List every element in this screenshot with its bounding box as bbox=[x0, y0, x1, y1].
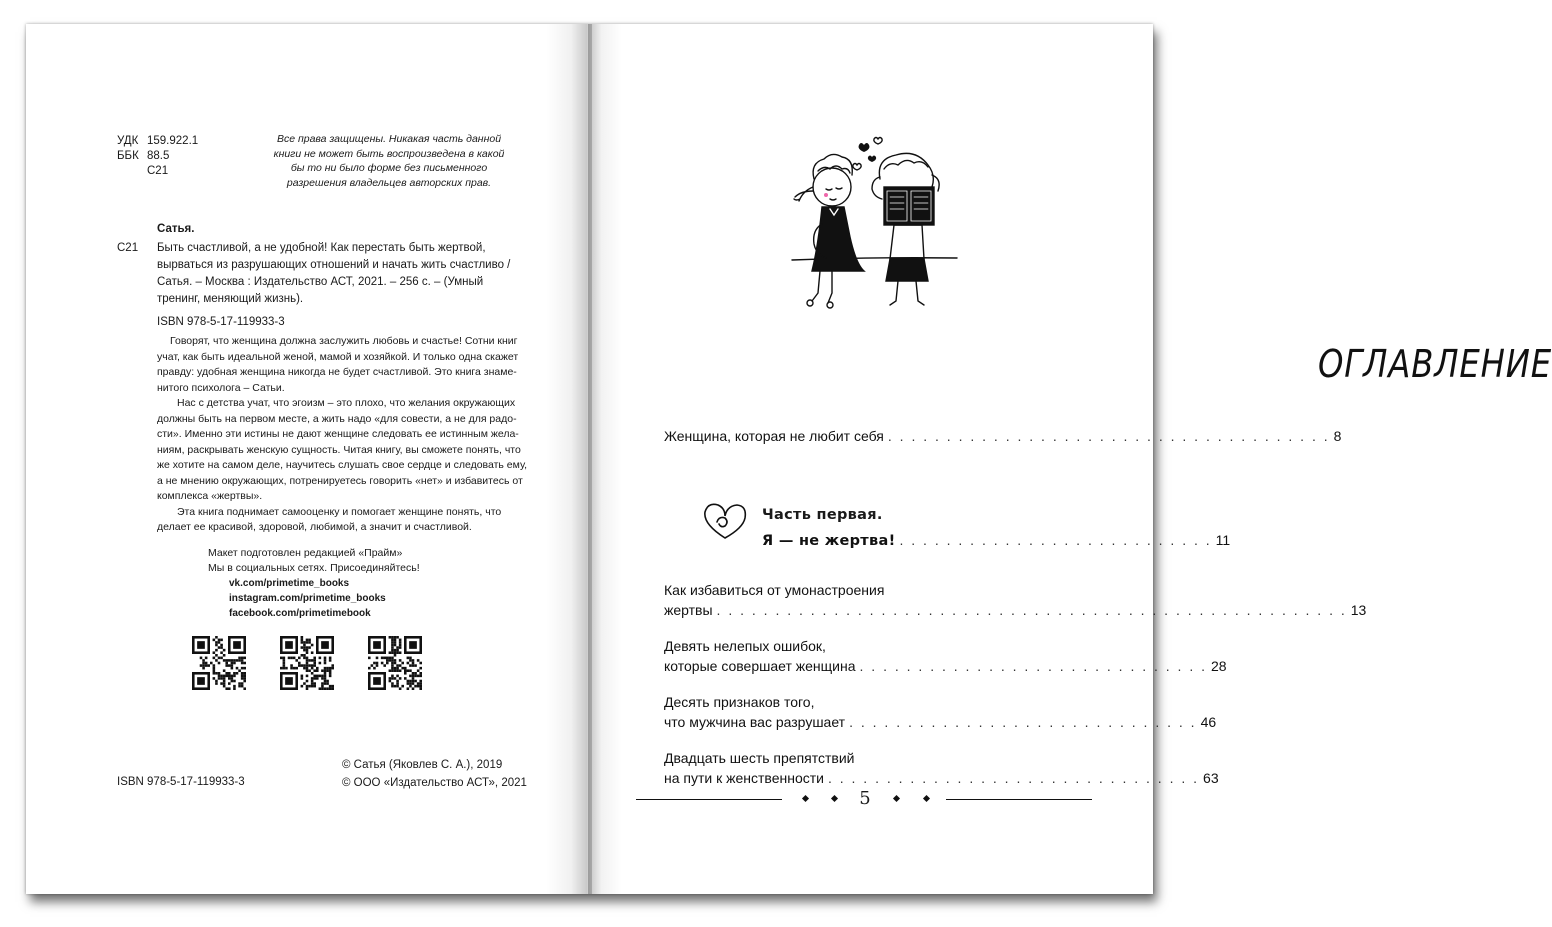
gutter-shadow-left bbox=[546, 24, 588, 894]
toc-leader-dots: . . . . . . . . . . . . . . . . . . . . . . . . . . . . . . . . . . . . . . bbox=[887, 428, 1330, 444]
entry-line: Быть счастливой, а не удобной! Как перестать быть жертвой, bbox=[157, 242, 486, 254]
social-links bbox=[229, 576, 386, 621]
udk-value: 159.922.1 bbox=[147, 135, 199, 147]
toc-entry-3[interactable] bbox=[664, 692, 1217, 732]
bbk-label: ББК bbox=[117, 150, 139, 162]
rights-notice bbox=[258, 132, 520, 190]
toc-leader-dots: . . . . . . . . . . . . . . . . . . . . . . . . . . . . . . . . . . . . . . . . . . . . . . . . . . . . . . bbox=[716, 602, 1347, 618]
toc-entry-line2: что мужчина вас разрушает bbox=[664, 714, 846, 730]
toc-entry-line1: Двадцать шесть препятствий bbox=[664, 750, 855, 766]
annotation-line: а не мнению окружающих, потренируетесь говорить «нет» и избавитесь от bbox=[157, 474, 523, 487]
toc-leader-dots: . . . . . . . . . . . . . . . . . . . . . . . . . . . . . . bbox=[849, 714, 1197, 730]
toc-entry-4[interactable] bbox=[664, 748, 1219, 788]
toc-entry-line2: которые совершает женщина bbox=[664, 658, 856, 674]
diamond-icon bbox=[893, 795, 900, 802]
link-facebook[interactable]: facebook.com/primetimebook bbox=[229, 608, 371, 619]
annotation-line: Говорят, что женщина должна заслужить любовь и счастье! Сотни книг bbox=[170, 335, 518, 347]
link-vk[interactable]: vk.com/primetime_books bbox=[229, 578, 350, 589]
reading-girls-illustration bbox=[772, 129, 972, 314]
author-name: Сатья. bbox=[157, 223, 195, 235]
isbn-main: ISBN 978-5-17-119933-3 bbox=[157, 316, 285, 328]
bbk-value: 88.5 bbox=[147, 150, 170, 162]
annotation-line: правду: удобная женщина никогда не будет счастливой. Это книга знаме- bbox=[157, 366, 517, 378]
toc-entry-line2: жертвы bbox=[664, 602, 713, 618]
toc-entry-page: 28 bbox=[1211, 658, 1227, 674]
toc-entry-line1: Как избавиться от умонастроения bbox=[664, 582, 885, 598]
qr-code-facebook[interactable] bbox=[368, 636, 422, 690]
toc-title: ОГЛАВЛЕНИЕ bbox=[1318, 342, 1552, 386]
annotation-line: Нас с детства учат, что эгоизм – это плохо, что желания окружающих bbox=[177, 397, 516, 409]
toc-leader-dots: . . . . . . . . . . . . . . . . . . . . . . . . . . . bbox=[899, 532, 1212, 548]
diamond-icon bbox=[923, 795, 930, 802]
diamond-icon bbox=[802, 795, 809, 802]
copyright-line: © ООО «Издательство АСТ», 2021 bbox=[342, 777, 527, 789]
entry-line: вырваться из разрушающих отношений и начать жить счастливо / bbox=[157, 259, 511, 271]
bibliographic-entry bbox=[157, 240, 510, 308]
toc-leader-dots: . . . . . . . . . . . . . . . . . . . . . . . . . . . . . . . . bbox=[827, 770, 1200, 786]
entry-line: Сатья. – Москва : Издательство АСТ, 2021. – 256 с. – (Умный bbox=[157, 276, 484, 288]
toc-entry-page: 46 bbox=[1200, 714, 1217, 730]
annotation-line: делает ее красивой, здоровой, любимой, а значит и счастливой. bbox=[157, 521, 472, 533]
qr-code-instagram[interactable] bbox=[280, 636, 334, 690]
author-code: С21 bbox=[147, 165, 169, 177]
toc-entry-2[interactable] bbox=[664, 636, 1227, 676]
gutter-shadow-right bbox=[588, 24, 622, 894]
right-page bbox=[592, 24, 1552, 894]
link-instagram[interactable]: instagram.com/primetime_books bbox=[229, 593, 386, 604]
editorial-line: Макет подготовлен редакцией «Прайм» bbox=[208, 547, 403, 559]
footer-rule-left bbox=[636, 799, 782, 800]
page-number: 5 bbox=[859, 788, 871, 809]
toc-entry-1[interactable] bbox=[664, 580, 1367, 620]
left-page bbox=[26, 24, 588, 894]
entry-line: тренинг, меняющий жизнь). bbox=[157, 293, 304, 305]
annotation-line: учат, как быть идеальной женой, мамой и хозяйкой. И только одна скажет bbox=[157, 350, 519, 363]
isbn-footer: ISBN 978-5-17-119933-3 bbox=[117, 776, 245, 788]
part-one-heading-line2: Я — не жертва! bbox=[762, 533, 896, 549]
annotation bbox=[157, 334, 527, 536]
heart-swirl-icon bbox=[699, 500, 751, 542]
annotation-line: Эта книга поднимает самооценку и помогает женщине понять, что bbox=[177, 505, 502, 518]
toc-entry-page: 63 bbox=[1203, 770, 1219, 786]
toc-entry-line1: Девять нелепых ошибок, bbox=[664, 638, 826, 654]
entry-code: С21 bbox=[117, 242, 139, 254]
social-line: Мы в социальных сетях. Присоединяйтесь! bbox=[208, 562, 420, 574]
rights-line: бы то ни было форме без письменного bbox=[290, 162, 488, 174]
annotation-line: же хотите на самом деле, научитесь слушать свое сердце и следовать ему, bbox=[157, 459, 528, 471]
udk-label: УДК bbox=[117, 135, 139, 147]
copyright-line: © Сатья (Яковлев С. А.), 2019 bbox=[342, 759, 503, 771]
qr-code-vk[interactable] bbox=[192, 636, 246, 690]
toc-entry-page: 13 bbox=[1350, 602, 1367, 618]
book-spread bbox=[26, 24, 1552, 894]
copyright bbox=[342, 756, 527, 792]
toc-entry-line2: на пути к женственности bbox=[664, 770, 824, 786]
toc-entry-line1: Десять признаков того, bbox=[664, 694, 815, 710]
annotation-line: ниям, раскрывать женскую сущность. Читая книгу, вы сможете понять, что bbox=[157, 443, 521, 456]
toc-entry-title: Женщина, которая не любит себя bbox=[664, 428, 884, 444]
footer-rule-right bbox=[946, 799, 1092, 800]
annotation-line: комплекса «жертвы». bbox=[157, 490, 263, 502]
annotation-line: нитого психолога – Сатьи. bbox=[157, 381, 285, 394]
annotation-line: должны быть на первом месте, а жить надо «для совести, а не для радо- bbox=[157, 412, 517, 425]
part-one-heading-line1: Часть первая. bbox=[762, 507, 883, 523]
toc-leader-dots: . . . . . . . . . . . . . . . . . . . . . . . . . . . . . . bbox=[859, 658, 1208, 674]
rights-line: книги не может быть воспроизведена в какой bbox=[273, 147, 505, 160]
toc-entry-page: 8 bbox=[1333, 428, 1342, 444]
annotation-line: сти». Именно эти истины не дают женщине следовать ее истинным жела- bbox=[157, 428, 519, 440]
diamond-icon bbox=[831, 795, 838, 802]
rights-line: разрешения владельцев авторских прав. bbox=[286, 176, 492, 189]
toc-entry-page: 11 bbox=[1215, 532, 1231, 548]
rights-line: Все права защищены. Никакая часть данной bbox=[276, 133, 502, 145]
